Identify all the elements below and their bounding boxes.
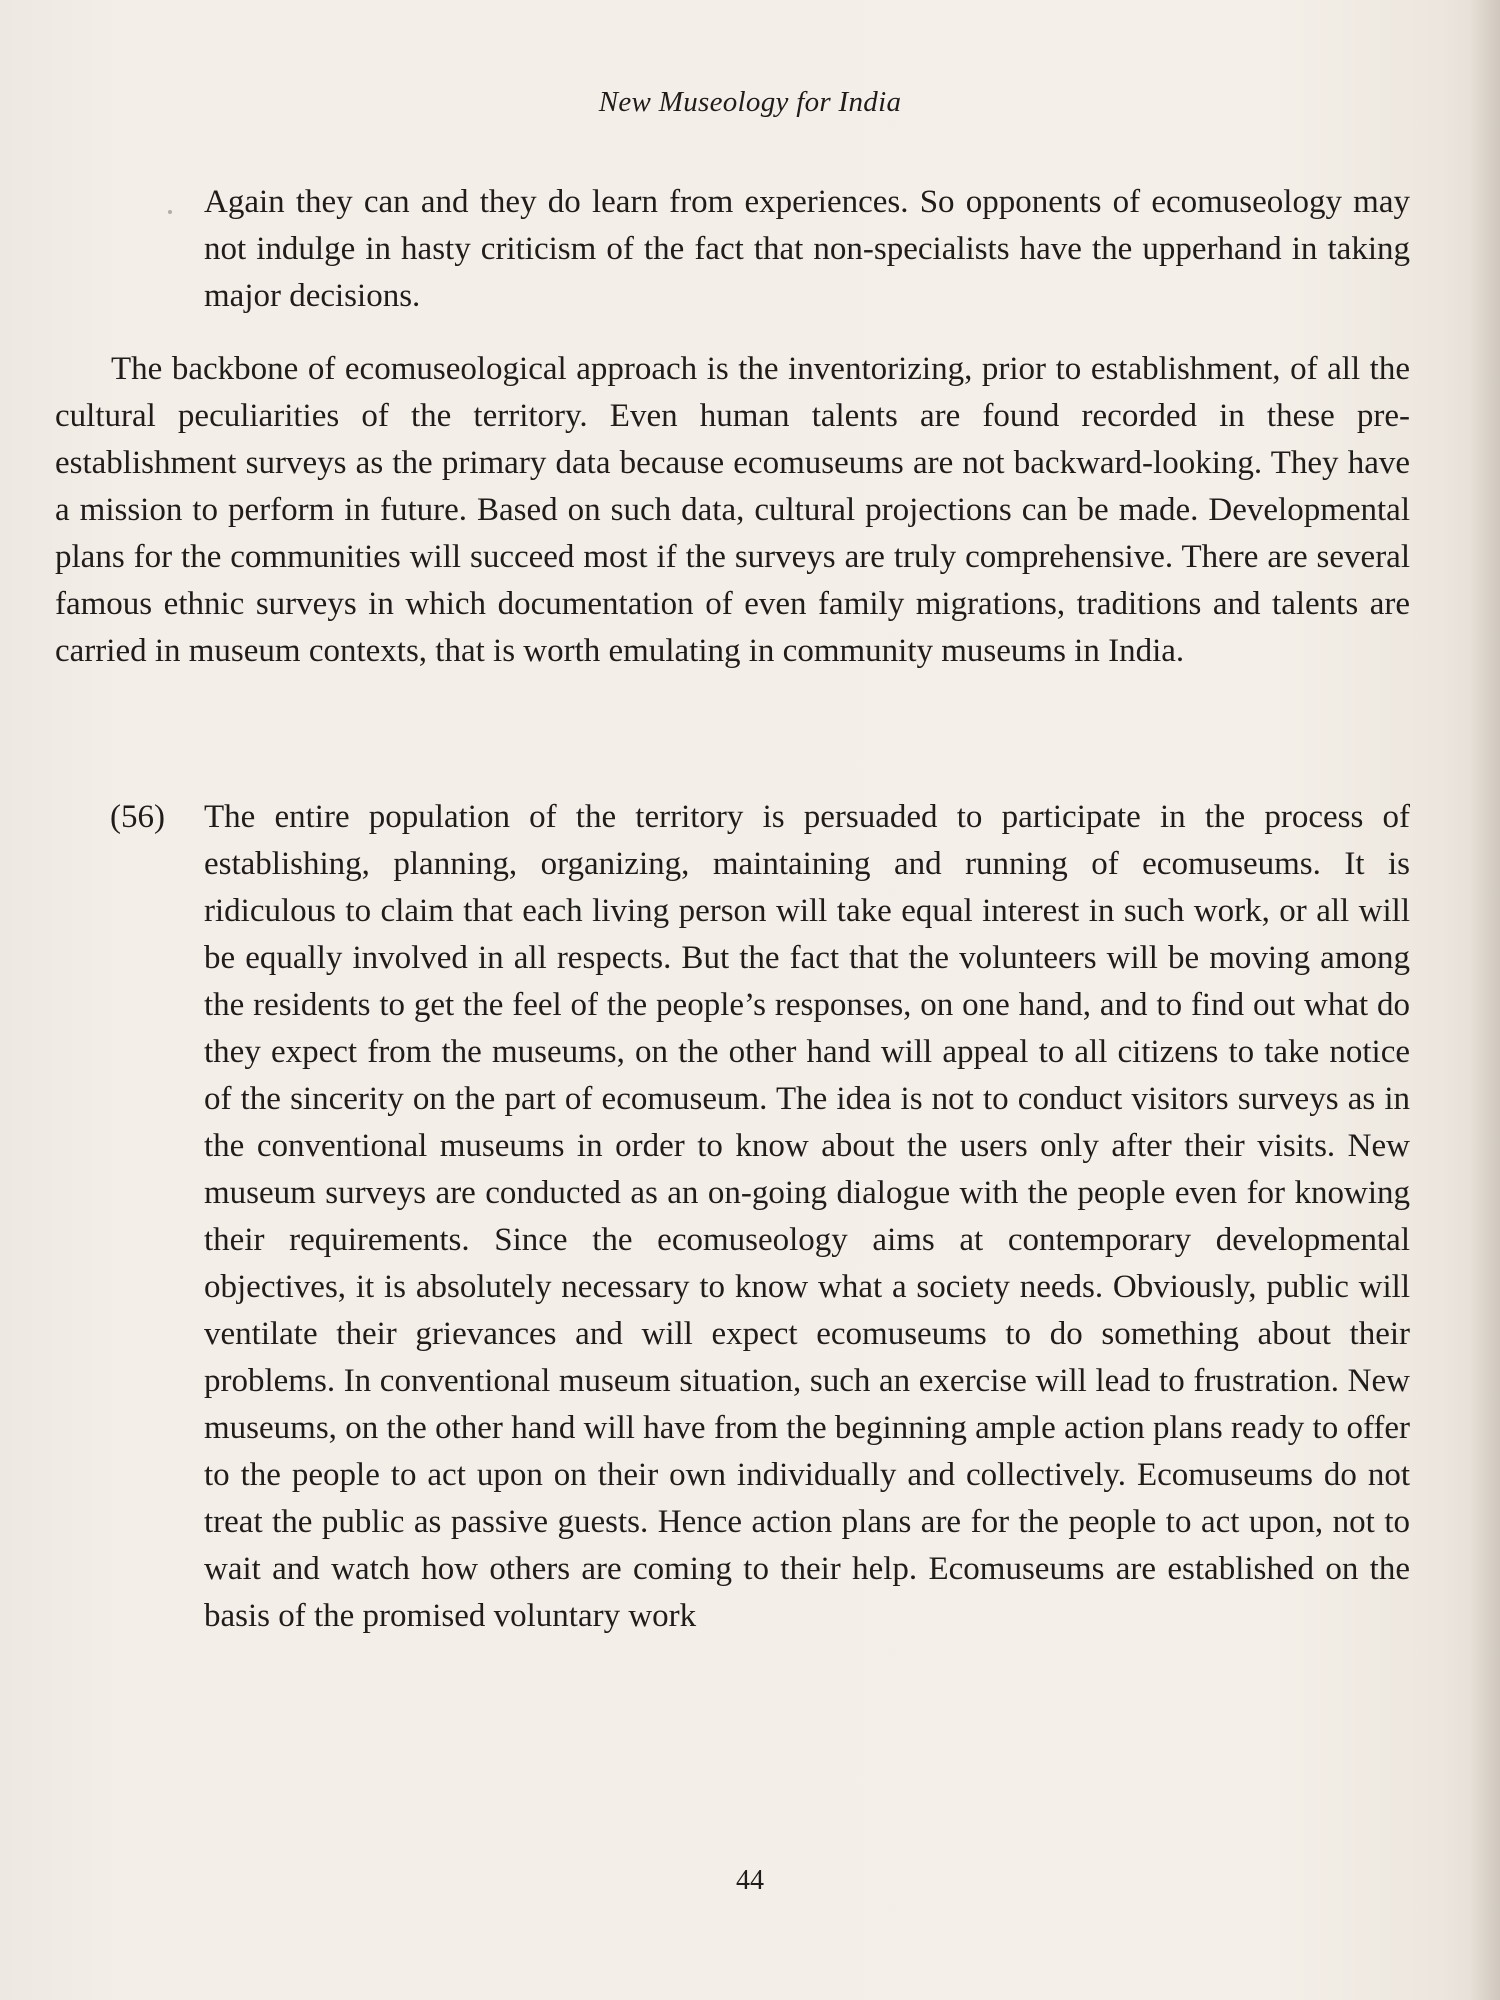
item-number: (56) (110, 799, 165, 835)
page-edge-shadow (1470, 0, 1500, 2000)
numbered-paragraph: The entire population of the territory is persuaded to participate in the process of establishing, planning, organizing, maintaining and running of ecomuseums. It is ridiculous to claim that each living person will take equal interest in such work, or all will be equally involved in all respects. But the fact that the volunteers will be moving among the residents to get the feel of the people’s responses, on one hand, and to find out what do they expect from the museums, on the other hand will appeal to all citizens to take notice of the sincerity on the part of ecomuseum. The idea is not to conduct visitors surveys as in the conventional museums in order to know about the users only after their visits. New museum surveys are conducted as an on-going dialogue with the people even for knowing their requirements. Since the ecomuseology aims at contemporary developmental objectives, it is absolutely necessary to know what a society needs. Obviously, public will ventilate their grievances and will expect ecomuseums to do something about their problems. In conventional museum situation, such an exercise will lead to frustration. New museums, on the other hand will have from the beginning ample action plans ready to offer to the people to act upon on their own individually and collectively. Ecomuseums do not treat the public as passive guests. Hence action plans are for the people to act upon, not to wait and watch how others are coming to their help. Ecomuseums are established on the basis of the promised voluntary work (204, 799, 1410, 1634)
running-head: New Museology for India (598, 86, 902, 118)
page-number: 44 (736, 1865, 764, 1896)
paragraph-continued: Again they can and they do learn from experiences. So opponents of ecomuseology may not indulge in hasty criticism of the fact that non-specialists have the upperhand in taking major decisions. (204, 184, 1410, 314)
speck (168, 210, 172, 214)
paragraph-backbone: The backbone of ecomuseological approach is the inventorizing, prior to establishment, of all the cultural peculiarities of the territory. Even human talents are found recorded in these pre-establishment surveys as the primary data because ecomuseums are not backward-looking. They have a mission to perform in future. Based on such data, cultural projections can be made. Developmental plans for the communities will succeed most if the surveys are truly comprehensive. There are several famous ethnic surveys in which documentation of even family migrations, traditions and talents are carried in museum contexts, that is worth emulating in community museums in India. (55, 351, 1410, 669)
